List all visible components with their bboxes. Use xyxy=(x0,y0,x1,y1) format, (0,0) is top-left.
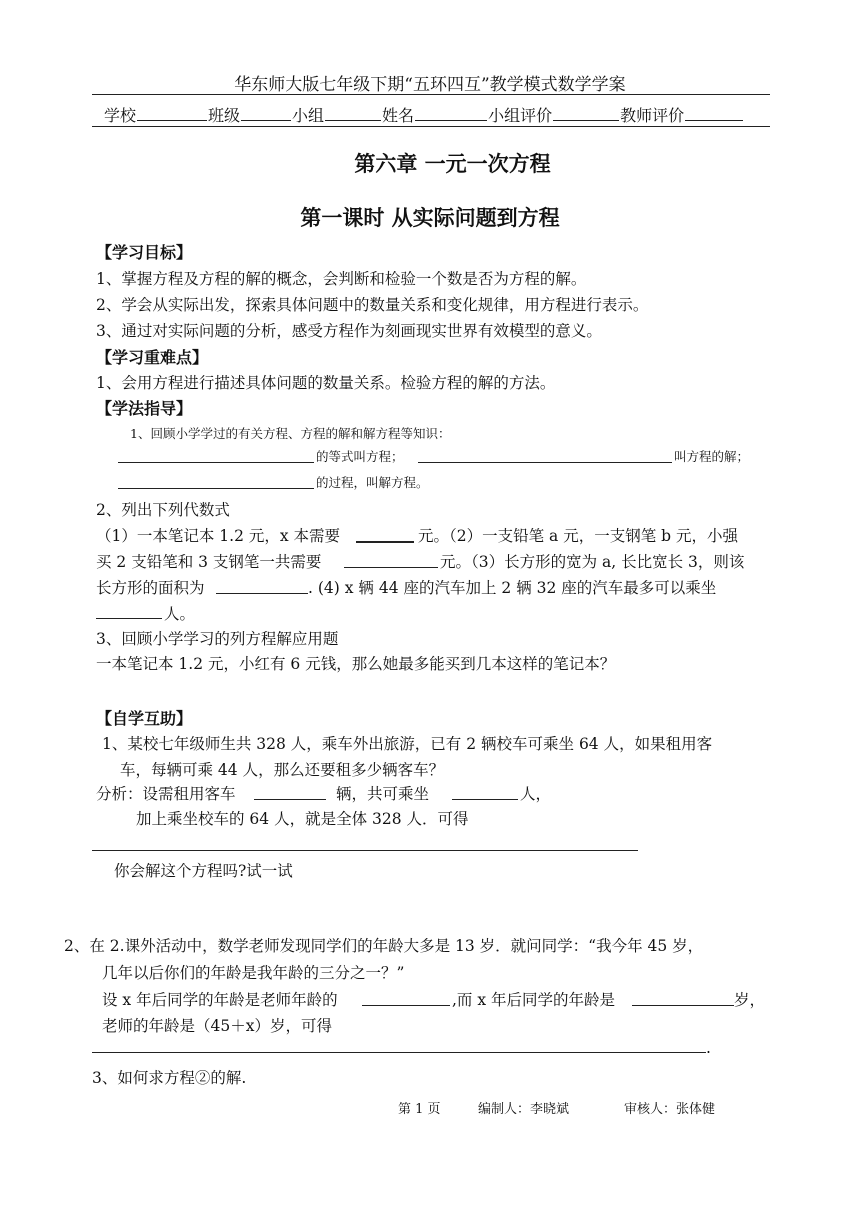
passenger-count-blank[interactable] xyxy=(452,799,518,800)
group-eval-blank[interactable] xyxy=(553,104,619,121)
guide-item1-c: 的过程，叫解方程。 xyxy=(316,475,429,490)
analysis-b: 辆，共可乘坐 xyxy=(336,785,430,803)
bus-capacity-blank[interactable] xyxy=(96,618,162,619)
guide-item1-a: 的等式叫方程； xyxy=(316,449,404,464)
bus-count-blank[interactable] xyxy=(254,799,326,800)
class-blank[interactable] xyxy=(241,104,291,121)
document-header-title: 华东师大版七年级下期“五环四互”教学模式数学学案 xyxy=(234,75,626,95)
guide-item2-title: 2、列出下列代数式 xyxy=(96,501,230,519)
guide-item2-line4: 人。 xyxy=(164,605,196,623)
name-blank[interactable] xyxy=(415,104,487,121)
student-age-blank[interactable] xyxy=(632,1005,734,1006)
guide-item3-title: 3、回顾小学学习的列方程解应用题 xyxy=(96,630,339,648)
analysis-line2: 加上乘坐校车的 64 人，就是全体 328 人．可得 xyxy=(136,810,469,828)
equation2-blank[interactable] xyxy=(92,1052,706,1053)
guide-item2-line1b: 元。（2）一支铅笔 a 元，一支钢笔 b 元，小强 xyxy=(418,527,738,545)
school-blank[interactable] xyxy=(137,104,207,121)
equation2-end: . xyxy=(706,1039,711,1057)
guide-item2-line2a: 买 2 支铅笔和 3 支钢笔一共需要 xyxy=(96,553,322,571)
problem2-line1: 2、在 2.课外活动中，数学老师发现同学们的年龄大多是 13 岁．就问同学：“我今年 45 岁， xyxy=(64,937,704,955)
guide-item1-intro: 1、回顾小学学过的有关方程、方程的解和解方程等知识： xyxy=(130,426,451,441)
problem2-line3c: 岁， xyxy=(734,991,766,1009)
editor: 编制人：李晓斌 xyxy=(478,1102,570,1117)
guide-item2-line3b: . (4) x 辆 44 座的汽车加上 2 辆 32 座的汽车最多可以乘坐 xyxy=(308,579,717,597)
rectangle-area-blank[interactable] xyxy=(216,593,308,594)
header-rule xyxy=(92,94,770,95)
analysis-c: 人， xyxy=(520,785,552,803)
field-school-label: 学校 xyxy=(104,106,137,125)
analysis-a: 分析：设需租用客车 xyxy=(96,785,236,803)
guide-item2-line1a: （1）一本笔记本 1.2 元，x 本需要 xyxy=(96,527,341,545)
solving-definition-blank[interactable] xyxy=(118,488,314,489)
problem2-line4: 老师的年龄是（45＋x）岁，可得 xyxy=(102,1017,332,1035)
problem3: 3、如何求方程②的解. xyxy=(92,1069,247,1087)
reviewer: 审核人：张体健 xyxy=(624,1102,716,1117)
problem1-line1: 1、某校七年级师生共 328 人，乘车外出旅游，已有 2 辆校车可乘坐 64 人，如果租用客 xyxy=(102,735,713,753)
key-points-heading: 【学习重难点】 xyxy=(96,348,209,367)
objective-item: 1、掌握方程及方程的解的概念，会判断和检验一个数是否为方程的解。 xyxy=(96,270,587,288)
teacher-eval-blank[interactable] xyxy=(685,104,743,121)
student-info-line xyxy=(104,103,744,126)
notebook-cost-blank[interactable] xyxy=(356,541,414,543)
objectives-heading: 【学习目标】 xyxy=(96,243,193,262)
key-point-item: 1、会用方程进行描述具体问题的数量关系。检验方程的解的方法。 xyxy=(96,374,556,392)
problem2-line3a: 设 x 年后同学的年龄是老师年龄的 xyxy=(102,991,338,1009)
problem2-line2: 几年以后你们的年龄是我年龄的三分之一？” xyxy=(102,964,405,982)
chapter-title: 第六章 一元一次方程 xyxy=(354,152,551,176)
problem2-line3b: ,而 x 年后同学的年龄是 xyxy=(452,991,616,1009)
equation-definition-blank[interactable] xyxy=(118,462,314,463)
group-blank[interactable] xyxy=(325,104,381,121)
problem1-line2: 车，每辆可乘 44 人，那么还要租多少辆客车？ xyxy=(120,761,445,779)
self-study-heading: 【自学互助】 xyxy=(96,709,193,728)
guide-item2-line3a: 长方形的面积为 xyxy=(96,579,205,597)
field-teacher-eval-label: 教师评价 xyxy=(620,106,685,125)
field-group-eval-label: 小组评价 xyxy=(488,106,553,125)
equation1-blank[interactable] xyxy=(92,850,638,851)
field-group-label: 小组 xyxy=(292,106,325,125)
field-class-label: 班级 xyxy=(208,106,241,125)
objective-item: 2、学会从实际出发，探索具体问题中的数量关系和变化规律，用方程进行表示。 xyxy=(96,296,649,314)
guide-item2-line2b: 元。（3）长方形的宽为 a, 长比宽长 3，则该 xyxy=(440,553,745,571)
info-rule xyxy=(92,126,770,127)
solution-definition-blank[interactable] xyxy=(418,462,672,463)
page-number: 第 1 页 xyxy=(398,1102,441,1117)
guide-heading: 【学法指导】 xyxy=(96,399,193,418)
try-solve-prompt: 你会解这个方程吗?试一试 xyxy=(114,862,293,880)
pens-cost-blank[interactable] xyxy=(344,567,438,568)
guide-item3-text: 一本笔记本 1.2 元，小红有 6 元钱，那么她最多能买到几本这样的笔记本？ xyxy=(96,655,616,673)
guide-item1-b: 叫方程的解； xyxy=(674,449,750,464)
field-name-label: 姓名 xyxy=(382,106,415,125)
lesson-title: 第一课时 从实际问题到方程 xyxy=(300,206,560,230)
objective-item: 3、通过对实际问题的分析，感受方程作为刻画现实世界有效模型的意义。 xyxy=(96,322,602,340)
age-ratio-blank[interactable] xyxy=(362,1005,450,1006)
